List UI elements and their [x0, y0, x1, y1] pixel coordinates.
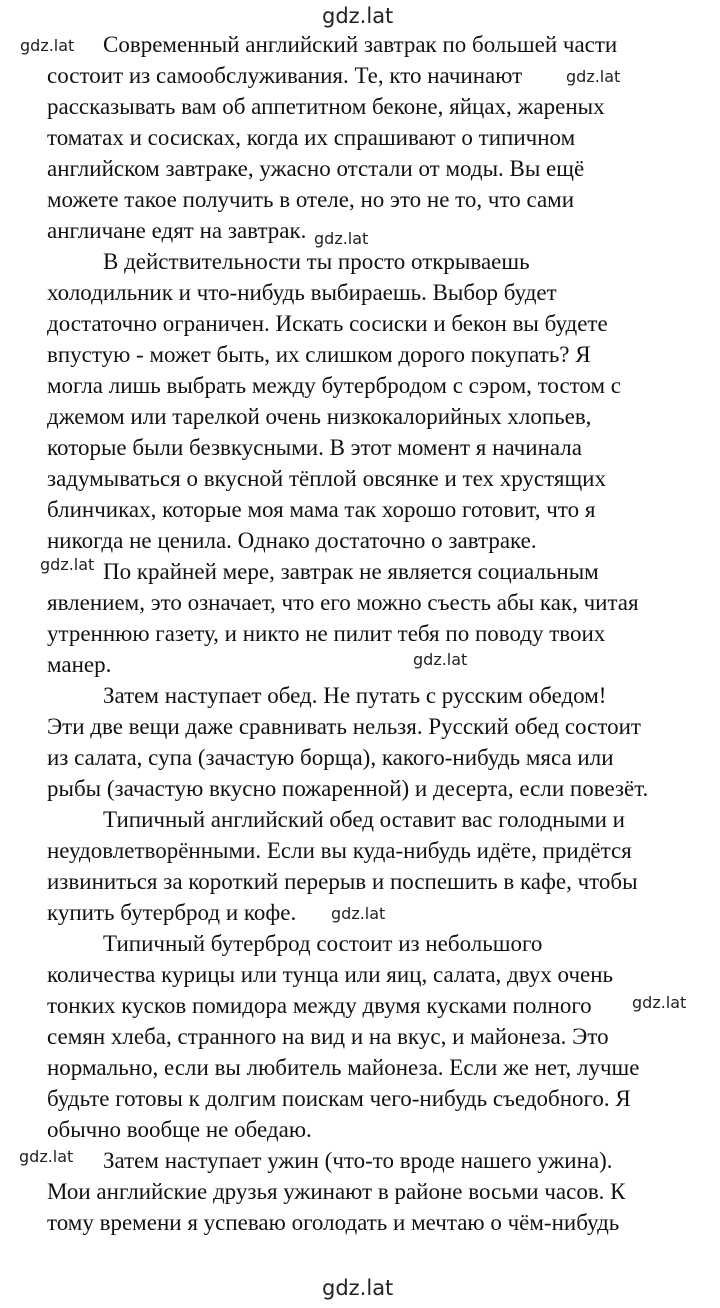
text-line: тому времени я успеваю оголодать и мечтаю о чём-нибудь [47, 1210, 620, 1235]
text-line: рыбы (зачастую вкусно пожаренной) и десерта, если повезёт. [47, 776, 649, 801]
text-line: Затем наступает обед. Не путать с русским обедом! [103, 683, 607, 708]
text-line: количества курицы или тунца или яиц, салата, двух очень [47, 962, 614, 987]
text-line: можете такое получить в отеле, но это не то, что сами [47, 187, 575, 212]
watermark-margin: gdz.lat [314, 229, 369, 248]
text-line: извиниться за короткий перерыв и поспешить в кафе, чтобы [47, 869, 638, 894]
paragraph-fridge [47, 246, 687, 556]
text-line: тонких кусков помидора между двумя кусками полного [47, 993, 592, 1018]
text-line: могла лишь выбрать между бутербродом с сэром, тостом с [47, 373, 622, 398]
text-line: состоит из самообслуживания. Те, кто начинают [47, 63, 523, 88]
text-line: блинчиках, которые моя мама так хорошо готовит, что я [47, 497, 596, 522]
paragraph-lunch-english [47, 804, 687, 928]
text-line: Типичный английский обед оставит вас голодными и [103, 807, 625, 832]
text-line: Современный английский завтрак по большей части [103, 32, 618, 57]
text-line: В действительности ты просто открываешь [103, 249, 530, 274]
text-line: По крайней мере, завтрак не является социальным [103, 559, 599, 584]
paragraph-breakfast-intro [47, 29, 687, 246]
paragraph-social [47, 556, 687, 680]
text-line: Мои английские друзья ужинают в районе восьми часов. К [47, 1179, 626, 1204]
text-line: холодильник и что-нибудь выбираешь. Выбор будет [47, 280, 557, 305]
text-line: рассказывать вам об аппетитном беконе, яйцах, жареных [47, 94, 605, 119]
text-line: из салата, супа (зачастую борща), какого-нибудь мяса или [47, 745, 614, 770]
text-line: неудовлетворёнными. Если вы куда-нибудь идёте, придётся [47, 838, 632, 863]
watermark-top: gdz.lat [322, 4, 394, 28]
paragraph-lunch-russian [47, 680, 687, 804]
text-line: достаточно ограничен. Искать сосиски и бекон вы будете [47, 311, 608, 336]
text-line: впустую - может быть, их слишком дорого покупать? Я [47, 342, 591, 367]
watermark-margin: gdz.lat [331, 904, 386, 923]
watermark-margin: gdz.lat [566, 67, 621, 86]
text-line: джемом или тарелкой очень низкокалорийных хлопьев, [47, 404, 592, 429]
watermark-margin: gdz.lat [413, 650, 468, 669]
text-line: утреннюю газету, и никто не пилит тебя по поводу твоих [47, 621, 606, 646]
text-line: Типичный бутерброд состоит из небольшого [103, 931, 543, 956]
watermark-bottom: gdz.lat [322, 1276, 394, 1300]
text-line: купить бутерброд и кофе. [47, 900, 297, 925]
text-line: томатах и сосисках, когда их спрашивают о типичном [47, 125, 576, 150]
watermark-margin: gdz.lat [19, 1147, 74, 1166]
text-line: Эти две вещи даже сравнивать нельзя. Русский обед состоит [47, 714, 641, 739]
text-line: нормально, если вы любитель майонеза. Если же нет, лучше [47, 1055, 640, 1080]
watermark-margin: gdz.lat [632, 993, 687, 1012]
text-line: обычно вообще не обедаю. [47, 1117, 312, 1142]
text-line: будьте готовы к долгим поискам чего-нибудь съедобного. Я [47, 1086, 631, 1111]
text-line: англичане едят на завтрак. [47, 218, 307, 243]
text-line: задумываться о вкусной тёплой овсянке и тех хрустящих [47, 466, 606, 491]
text-line: которые были безвкусными. В этот момент я начинала [47, 435, 582, 460]
body-text [47, 29, 687, 1238]
text-line: явлением, это означает, что его можно съесть абы как, читая [47, 590, 639, 615]
watermark-margin: gdz.lat [20, 36, 75, 55]
watermark-margin: gdz.lat [40, 555, 95, 574]
paragraph-dinner [47, 1145, 687, 1238]
text-line: английском завтраке, ужасно отстали от моды. Вы ещё [47, 156, 585, 181]
paragraph-sandwich [47, 928, 687, 1145]
text-line: Затем наступает ужин (что-то вроде нашего ужина). [103, 1148, 613, 1173]
text-line: никогда не ценила. Однако достаточно о завтраке. [47, 528, 537, 553]
text-line: манер. [47, 652, 112, 677]
text-line: семян хлеба, странного на вид и на вкус, и майонеза. Это [47, 1024, 609, 1049]
